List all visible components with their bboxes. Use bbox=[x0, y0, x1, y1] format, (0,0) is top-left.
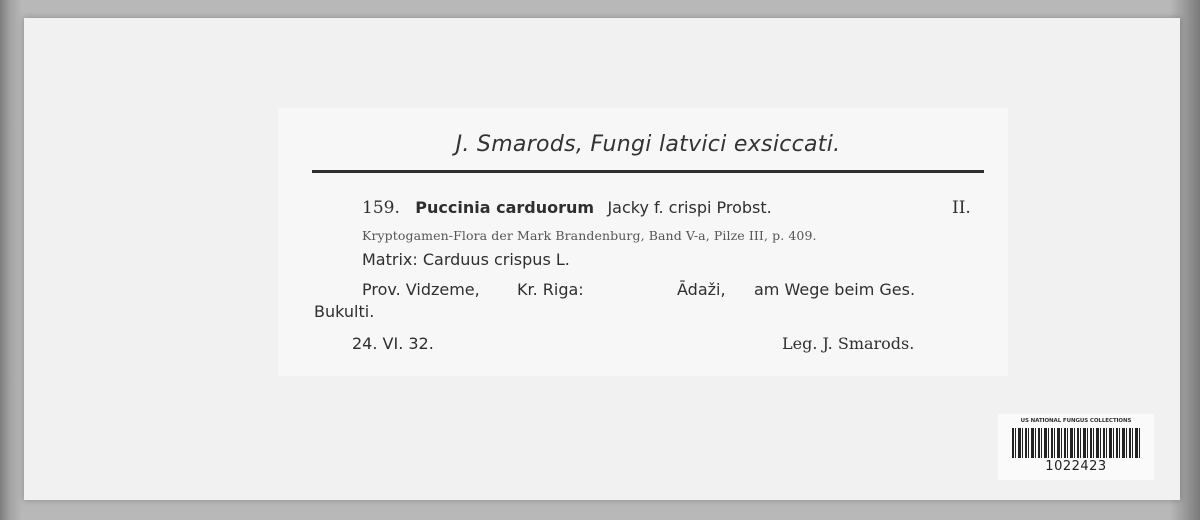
barcode-icon bbox=[1012, 428, 1142, 458]
locality-continuation: Bukulti. bbox=[314, 302, 375, 321]
locality-district: Kr. Riga: bbox=[517, 280, 584, 299]
locality-detail: am Wege beim Ges. bbox=[754, 280, 916, 299]
specimen-label bbox=[278, 108, 1008, 376]
date-collector-line bbox=[352, 334, 915, 353]
locality-province: Prov. Vidzeme, bbox=[362, 280, 480, 299]
label-title: J. Smarods, Fungi latvici exsiccati. bbox=[455, 132, 841, 157]
barcode-label bbox=[998, 414, 1154, 480]
locality-place: Ādaži, bbox=[677, 280, 726, 299]
title-rule bbox=[312, 170, 984, 173]
species-author: Jacky f. crispi Probst. bbox=[607, 198, 772, 217]
literature-reference: Kryptogamen-Flora der Mark Brandenburg, Band V-a, Pilze III, p. 409. bbox=[362, 228, 817, 243]
barcode-header: US NATIONAL FUNGUS COLLECTIONS bbox=[1020, 418, 1132, 424]
spore-stage: II. bbox=[952, 198, 971, 218]
locality-line bbox=[362, 280, 916, 299]
taxon-line bbox=[362, 198, 971, 218]
herbarium-sheet bbox=[24, 18, 1180, 500]
exsiccata-number: 159. bbox=[362, 198, 400, 218]
species-name: Puccinia carduorum bbox=[415, 198, 595, 217]
collection-date: 24. VI. 32. bbox=[352, 334, 434, 353]
collector: Leg. J. Smarods. bbox=[782, 334, 915, 353]
barcode-number: 1022423 bbox=[1045, 459, 1107, 474]
matrix-line: Matrix: Carduus crispus L. bbox=[362, 250, 570, 269]
